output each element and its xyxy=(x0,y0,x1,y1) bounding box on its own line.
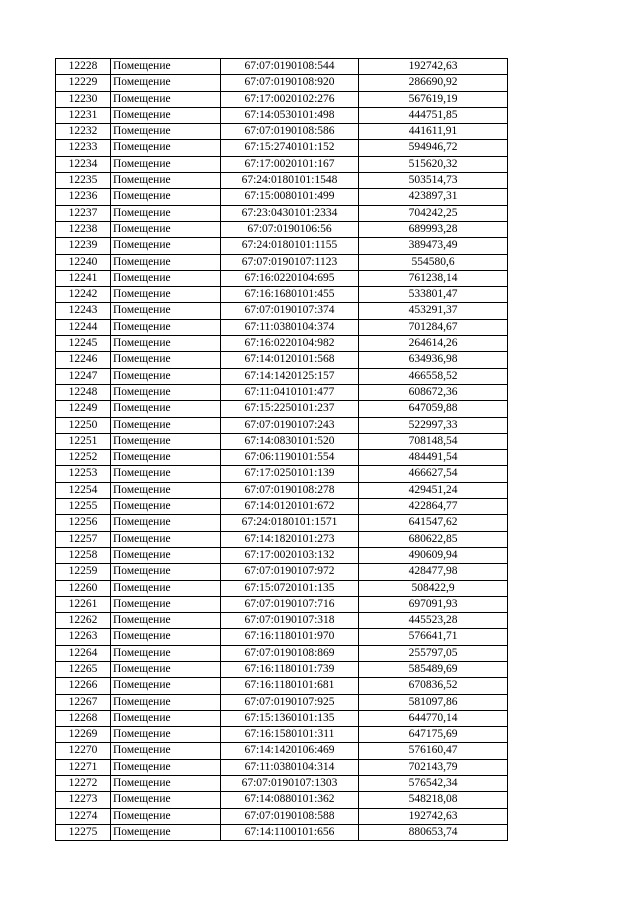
object-type-cell: Помещение xyxy=(111,173,221,189)
cadastral-value-cell: 192742,63 xyxy=(359,59,508,75)
row-number-cell: 12270 xyxy=(56,743,111,759)
row-number-cell: 12269 xyxy=(56,727,111,743)
object-type-cell: Помещение xyxy=(111,156,221,172)
table-row xyxy=(56,287,508,303)
cadastral-value-cell: 423897,31 xyxy=(359,189,508,205)
table-row xyxy=(56,270,508,286)
cadastral-value-cell: 255797,05 xyxy=(359,645,508,661)
cadastral-value-cell: 554580,6 xyxy=(359,254,508,270)
table-row xyxy=(56,205,508,221)
table-row xyxy=(56,499,508,515)
table-row xyxy=(56,384,508,400)
table-row xyxy=(56,107,508,123)
table-row xyxy=(56,59,508,75)
row-number-cell: 12265 xyxy=(56,661,111,677)
cadastral-value-cell: 576641,71 xyxy=(359,629,508,645)
table-row xyxy=(56,580,508,596)
cadastral-number-cell: 67:15:0720101:135 xyxy=(221,580,359,596)
cadastral-number-cell: 67:07:0190107:374 xyxy=(221,303,359,319)
object-type-cell: Помещение xyxy=(111,629,221,645)
object-type-cell: Помещение xyxy=(111,531,221,547)
row-number-cell: 12264 xyxy=(56,645,111,661)
cadastral-number-cell: 67:14:1420125:157 xyxy=(221,368,359,384)
cadastral-value-cell: 647175,69 xyxy=(359,727,508,743)
object-type-cell: Помещение xyxy=(111,352,221,368)
cadastral-value-cell: 453291,37 xyxy=(359,303,508,319)
row-number-cell: 12274 xyxy=(56,808,111,824)
object-type-cell: Помещение xyxy=(111,59,221,75)
row-number-cell: 12275 xyxy=(56,824,111,840)
cadastral-number-cell: 67:17:0020103:132 xyxy=(221,547,359,563)
row-number-cell: 12253 xyxy=(56,466,111,482)
table-row xyxy=(56,254,508,270)
row-number-cell: 12268 xyxy=(56,710,111,726)
cadastral-value-cell: 428477,98 xyxy=(359,564,508,580)
cadastral-number-cell: 67:16:1680101:455 xyxy=(221,287,359,303)
object-type-cell: Помещение xyxy=(111,694,221,710)
object-type-cell: Помещение xyxy=(111,645,221,661)
cadastral-number-cell: 67:14:0120101:568 xyxy=(221,352,359,368)
row-number-cell: 12262 xyxy=(56,613,111,629)
object-type-cell: Помещение xyxy=(111,547,221,563)
row-number-cell: 12251 xyxy=(56,433,111,449)
cadastral-value-cell: 444751,85 xyxy=(359,107,508,123)
object-type-cell: Помещение xyxy=(111,824,221,840)
object-type-cell: Помещение xyxy=(111,776,221,792)
cadastral-number-cell: 67:16:1180101:739 xyxy=(221,661,359,677)
table-row xyxy=(56,792,508,808)
cadastral-number-cell: 67:11:0410101:477 xyxy=(221,384,359,400)
cadastral-value-cell: 389473,49 xyxy=(359,238,508,254)
row-number-cell: 12246 xyxy=(56,352,111,368)
table-row xyxy=(56,238,508,254)
table-row xyxy=(56,727,508,743)
cadastral-value-cell: 697091,93 xyxy=(359,596,508,612)
table-row xyxy=(56,450,508,466)
object-type-cell: Помещение xyxy=(111,270,221,286)
cadastral-value-cell: 680622,85 xyxy=(359,531,508,547)
table-row xyxy=(56,824,508,840)
cadastral-number-cell: 67:16:1180101:681 xyxy=(221,678,359,694)
cadastral-value-cell: 641547,62 xyxy=(359,515,508,531)
cadastral-number-cell: 67:14:1820101:273 xyxy=(221,531,359,547)
cadastral-number-cell: 67:24:0180101:1571 xyxy=(221,515,359,531)
object-type-cell: Помещение xyxy=(111,596,221,612)
object-type-cell: Помещение xyxy=(111,759,221,775)
cadastral-number-cell: 67:16:0220104:695 xyxy=(221,270,359,286)
object-type-cell: Помещение xyxy=(111,140,221,156)
row-number-cell: 12244 xyxy=(56,319,111,335)
object-type-cell: Помещение xyxy=(111,384,221,400)
object-type-cell: Помещение xyxy=(111,254,221,270)
row-number-cell: 12252 xyxy=(56,450,111,466)
cadastral-value-cell: 466558,52 xyxy=(359,368,508,384)
object-type-cell: Помещение xyxy=(111,499,221,515)
table-row xyxy=(56,776,508,792)
cadastral-number-cell: 67:07:0190108:588 xyxy=(221,808,359,824)
cadastral-value-cell: 704242,25 xyxy=(359,205,508,221)
object-type-cell: Помещение xyxy=(111,417,221,433)
property-table-body xyxy=(56,59,508,841)
row-number-cell: 12272 xyxy=(56,776,111,792)
cadastral-number-cell: 67:14:0880101:362 xyxy=(221,792,359,808)
row-number-cell: 12229 xyxy=(56,75,111,91)
cadastral-number-cell: 67:14:0830101:520 xyxy=(221,433,359,449)
row-number-cell: 12248 xyxy=(56,384,111,400)
table-row xyxy=(56,75,508,91)
cadastral-number-cell: 67:11:0380104:374 xyxy=(221,319,359,335)
table-row xyxy=(56,808,508,824)
cadastral-number-cell: 67:16:1180101:970 xyxy=(221,629,359,645)
row-number-cell: 12254 xyxy=(56,482,111,498)
cadastral-number-cell: 67:07:0190108:920 xyxy=(221,75,359,91)
row-number-cell: 12239 xyxy=(56,238,111,254)
table-row xyxy=(56,661,508,677)
cadastral-number-cell: 67:17:0020101:167 xyxy=(221,156,359,172)
row-number-cell: 12237 xyxy=(56,205,111,221)
cadastral-value-cell: 508422,9 xyxy=(359,580,508,596)
row-number-cell: 12260 xyxy=(56,580,111,596)
cadastral-value-cell: 701284,67 xyxy=(359,319,508,335)
cadastral-value-cell: 422864,77 xyxy=(359,499,508,515)
row-number-cell: 12243 xyxy=(56,303,111,319)
object-type-cell: Помещение xyxy=(111,678,221,694)
object-type-cell: Помещение xyxy=(111,287,221,303)
object-type-cell: Помещение xyxy=(111,564,221,580)
table-row xyxy=(56,173,508,189)
object-type-cell: Помещение xyxy=(111,433,221,449)
object-type-cell: Помещение xyxy=(111,515,221,531)
cadastral-number-cell: 67:17:0250101:139 xyxy=(221,466,359,482)
object-type-cell: Помещение xyxy=(111,368,221,384)
cadastral-value-cell: 466627,54 xyxy=(359,466,508,482)
object-type-cell: Помещение xyxy=(111,808,221,824)
cadastral-number-cell: 67:14:1100101:656 xyxy=(221,824,359,840)
table-row xyxy=(56,531,508,547)
table-row xyxy=(56,156,508,172)
object-type-cell: Помещение xyxy=(111,710,221,726)
table-row xyxy=(56,596,508,612)
row-number-cell: 12249 xyxy=(56,401,111,417)
cadastral-value-cell: 702143,79 xyxy=(359,759,508,775)
cadastral-number-cell: 67:07:0190108:544 xyxy=(221,59,359,75)
object-type-cell: Помещение xyxy=(111,189,221,205)
table-row xyxy=(56,678,508,694)
row-number-cell: 12258 xyxy=(56,547,111,563)
cadastral-number-cell: 67:24:0180101:1548 xyxy=(221,173,359,189)
row-number-cell: 12256 xyxy=(56,515,111,531)
cadastral-number-cell: 67:15:2740101:152 xyxy=(221,140,359,156)
object-type-cell: Помещение xyxy=(111,613,221,629)
cadastral-value-cell: 576160,47 xyxy=(359,743,508,759)
cadastral-number-cell: 67:14:1420106:469 xyxy=(221,743,359,759)
table-row xyxy=(56,564,508,580)
object-type-cell: Помещение xyxy=(111,482,221,498)
table-row xyxy=(56,482,508,498)
row-number-cell: 12273 xyxy=(56,792,111,808)
row-number-cell: 12242 xyxy=(56,287,111,303)
cadastral-number-cell: 67:14:0530101:498 xyxy=(221,107,359,123)
row-number-cell: 12228 xyxy=(56,59,111,75)
object-type-cell: Помещение xyxy=(111,466,221,482)
cadastral-value-cell: 594946,72 xyxy=(359,140,508,156)
cadastral-number-cell: 67:06:1190101:554 xyxy=(221,450,359,466)
table-row xyxy=(56,401,508,417)
object-type-cell: Помещение xyxy=(111,661,221,677)
cadastral-value-cell: 548218,08 xyxy=(359,792,508,808)
cadastral-value-cell: 608672,36 xyxy=(359,384,508,400)
cadastral-number-cell: 67:15:1360101:135 xyxy=(221,710,359,726)
row-number-cell: 12266 xyxy=(56,678,111,694)
table-row xyxy=(56,743,508,759)
cadastral-number-cell: 67:16:0220104:982 xyxy=(221,336,359,352)
row-number-cell: 12235 xyxy=(56,173,111,189)
row-number-cell: 12230 xyxy=(56,91,111,107)
cadastral-value-cell: 708148,54 xyxy=(359,433,508,449)
cadastral-number-cell: 67:07:0190107:1303 xyxy=(221,776,359,792)
object-type-cell: Помещение xyxy=(111,319,221,335)
row-number-cell: 12232 xyxy=(56,124,111,140)
cadastral-value-cell: 522997,33 xyxy=(359,417,508,433)
table-row xyxy=(56,417,508,433)
cadastral-value-cell: 441611,91 xyxy=(359,124,508,140)
table-row xyxy=(56,547,508,563)
cadastral-value-cell: 192742,63 xyxy=(359,808,508,824)
object-type-cell: Помещение xyxy=(111,91,221,107)
cadastral-value-cell: 689993,28 xyxy=(359,221,508,237)
table-row xyxy=(56,466,508,482)
cadastral-value-cell: 576542,34 xyxy=(359,776,508,792)
row-number-cell: 12271 xyxy=(56,759,111,775)
object-type-cell: Помещение xyxy=(111,205,221,221)
cadastral-number-cell: 67:07:0190107:925 xyxy=(221,694,359,710)
object-type-cell: Помещение xyxy=(111,792,221,808)
table-row xyxy=(56,352,508,368)
cadastral-value-cell: 585489,69 xyxy=(359,661,508,677)
object-type-cell: Помещение xyxy=(111,336,221,352)
object-type-cell: Помещение xyxy=(111,401,221,417)
cadastral-number-cell: 67:24:0180101:1155 xyxy=(221,238,359,254)
cadastral-value-cell: 670836,52 xyxy=(359,678,508,694)
table-row xyxy=(56,368,508,384)
cadastral-value-cell: 644770,14 xyxy=(359,710,508,726)
cadastral-value-cell: 484491,54 xyxy=(359,450,508,466)
table-row xyxy=(56,759,508,775)
row-number-cell: 12234 xyxy=(56,156,111,172)
cadastral-number-cell: 67:07:0190107:318 xyxy=(221,613,359,629)
cadastral-number-cell: 67:07:0190108:869 xyxy=(221,645,359,661)
cadastral-number-cell: 67:15:2250101:237 xyxy=(221,401,359,417)
row-number-cell: 12261 xyxy=(56,596,111,612)
cadastral-value-cell: 647059,88 xyxy=(359,401,508,417)
row-number-cell: 12247 xyxy=(56,368,111,384)
cadastral-value-cell: 533801,47 xyxy=(359,287,508,303)
property-table xyxy=(55,58,508,841)
object-type-cell: Помещение xyxy=(111,743,221,759)
cadastral-number-cell: 67:07:0190108:586 xyxy=(221,124,359,140)
cadastral-value-cell: 634936,98 xyxy=(359,352,508,368)
cadastral-value-cell: 490609,94 xyxy=(359,547,508,563)
cadastral-number-cell: 67:15:0080101:499 xyxy=(221,189,359,205)
row-number-cell: 12255 xyxy=(56,499,111,515)
object-type-cell: Помещение xyxy=(111,107,221,123)
table-row xyxy=(56,336,508,352)
cadastral-number-cell: 67:11:0380104:314 xyxy=(221,759,359,775)
cadastral-value-cell: 429451,24 xyxy=(359,482,508,498)
cadastral-number-cell: 67:07:0190107:716 xyxy=(221,596,359,612)
object-type-cell: Помещение xyxy=(111,450,221,466)
object-type-cell: Помещение xyxy=(111,124,221,140)
cadastral-number-cell: 67:07:0190108:278 xyxy=(221,482,359,498)
cadastral-value-cell: 286690,92 xyxy=(359,75,508,91)
row-number-cell: 12236 xyxy=(56,189,111,205)
row-number-cell: 12245 xyxy=(56,336,111,352)
cadastral-value-cell: 567619,19 xyxy=(359,91,508,107)
row-number-cell: 12233 xyxy=(56,140,111,156)
cadastral-value-cell: 264614,26 xyxy=(359,336,508,352)
cadastral-value-cell: 880653,74 xyxy=(359,824,508,840)
cadastral-number-cell: 67:07:0190106:56 xyxy=(221,221,359,237)
cadastral-value-cell: 445523,28 xyxy=(359,613,508,629)
row-number-cell: 12240 xyxy=(56,254,111,270)
table-row xyxy=(56,694,508,710)
cadastral-number-cell: 67:07:0190107:243 xyxy=(221,417,359,433)
cadastral-value-cell: 515620,32 xyxy=(359,156,508,172)
cadastral-value-cell: 761238,14 xyxy=(359,270,508,286)
row-number-cell: 12259 xyxy=(56,564,111,580)
cadastral-number-cell: 67:17:0020102:276 xyxy=(221,91,359,107)
cadastral-number-cell: 67:14:0120101:672 xyxy=(221,499,359,515)
table-row xyxy=(56,221,508,237)
cadastral-value-cell: 503514,73 xyxy=(359,173,508,189)
object-type-cell: Помещение xyxy=(111,221,221,237)
row-number-cell: 12267 xyxy=(56,694,111,710)
table-row xyxy=(56,140,508,156)
table-row xyxy=(56,124,508,140)
table-row xyxy=(56,645,508,661)
table-row xyxy=(56,710,508,726)
object-type-cell: Помещение xyxy=(111,727,221,743)
cadastral-value-cell: 581097,86 xyxy=(359,694,508,710)
object-type-cell: Помещение xyxy=(111,580,221,596)
row-number-cell: 12257 xyxy=(56,531,111,547)
cadastral-number-cell: 67:07:0190107:972 xyxy=(221,564,359,580)
table-row xyxy=(56,515,508,531)
table-row xyxy=(56,91,508,107)
row-number-cell: 12241 xyxy=(56,270,111,286)
cadastral-number-cell: 67:16:1580101:311 xyxy=(221,727,359,743)
row-number-cell: 12263 xyxy=(56,629,111,645)
object-type-cell: Помещение xyxy=(111,303,221,319)
cadastral-number-cell: 67:23:0430101:2334 xyxy=(221,205,359,221)
row-number-cell: 12231 xyxy=(56,107,111,123)
table-row xyxy=(56,629,508,645)
table-row xyxy=(56,303,508,319)
object-type-cell: Помещение xyxy=(111,238,221,254)
table-row xyxy=(56,189,508,205)
object-type-cell: Помещение xyxy=(111,75,221,91)
cadastral-number-cell: 67:07:0190107:1123 xyxy=(221,254,359,270)
row-number-cell: 12238 xyxy=(56,221,111,237)
row-number-cell: 12250 xyxy=(56,417,111,433)
table-row xyxy=(56,433,508,449)
table-row xyxy=(56,613,508,629)
table-row xyxy=(56,319,508,335)
